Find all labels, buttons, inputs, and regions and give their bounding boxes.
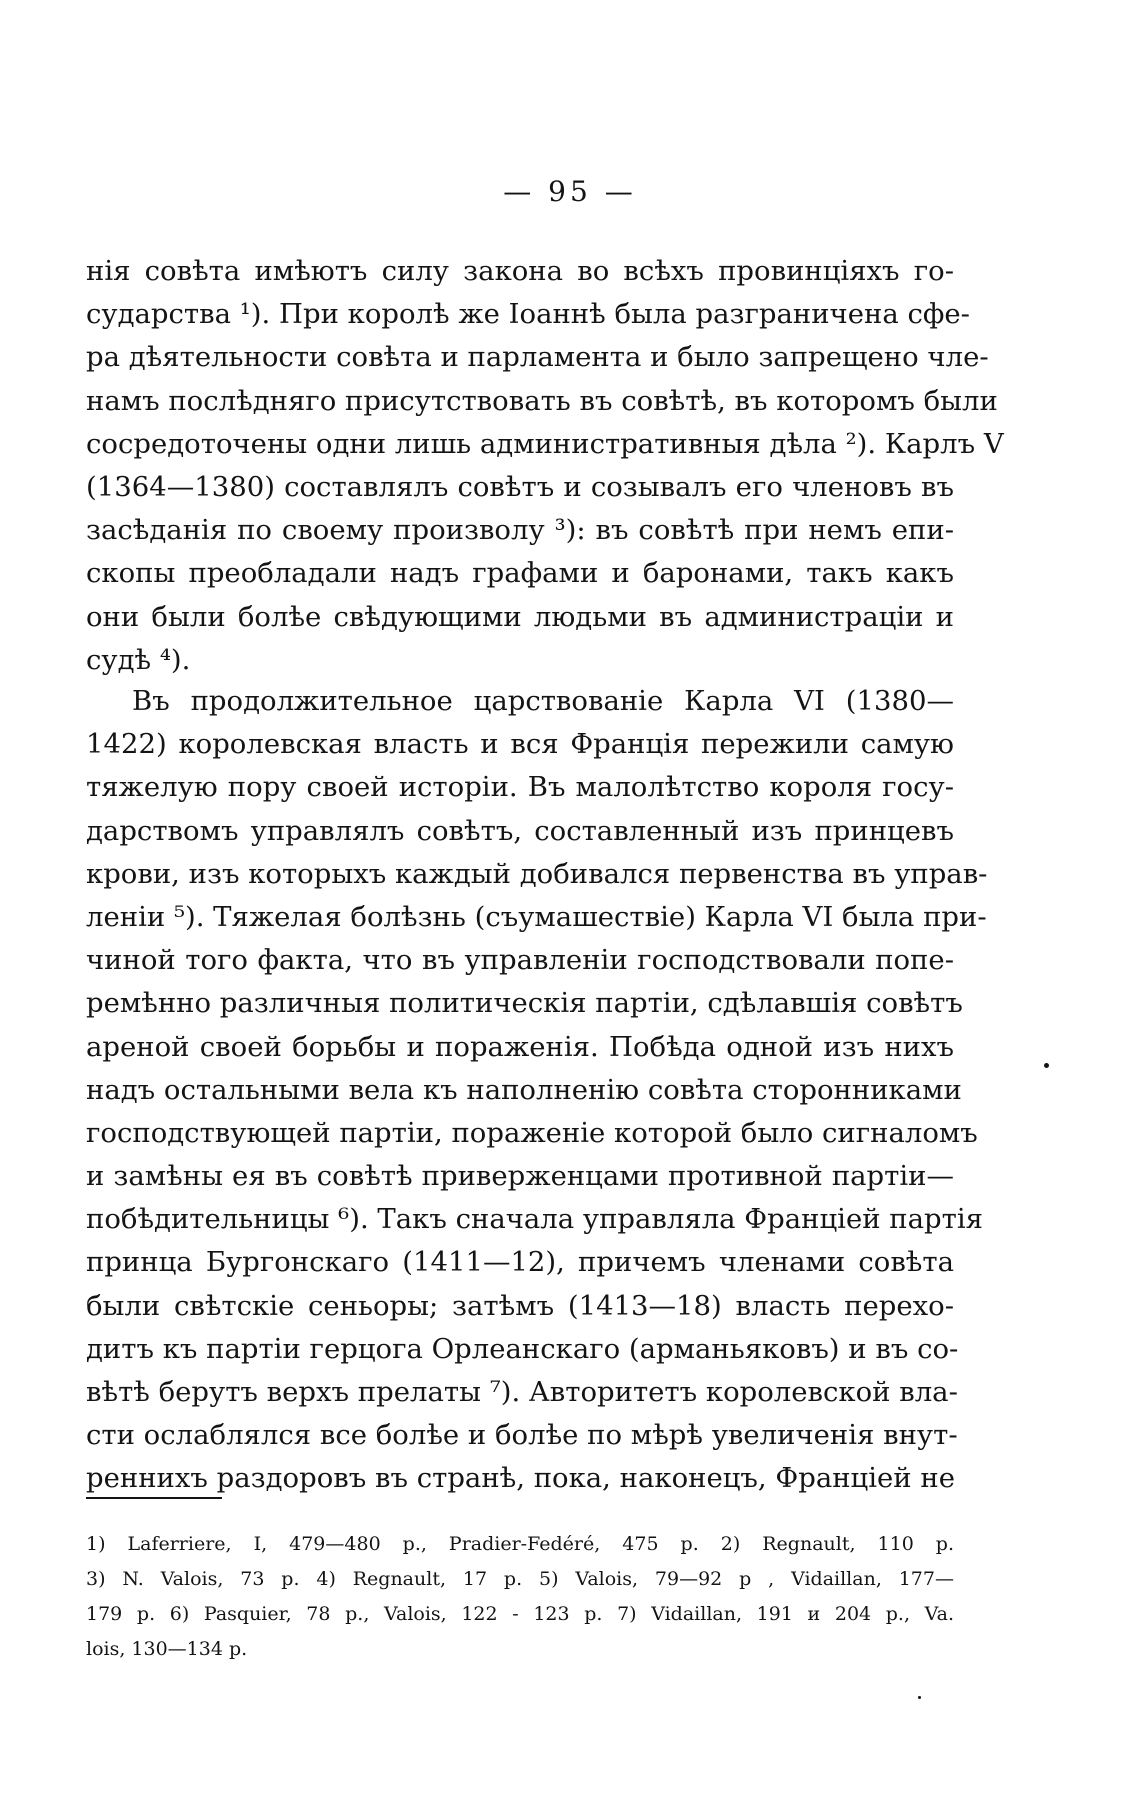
text-line: засѣданія по своему произволу ³): въ совѣтѣ при немъ епи- xyxy=(86,514,954,547)
text-line: скопы преобладали надъ графами и баронами, такъ какъ xyxy=(86,557,954,590)
text-line: они были болѣе свѣдующими людьми въ администраціи и xyxy=(86,600,954,633)
text-line: сударства ¹). При королѣ же Іоаннѣ была разграничена сфе- xyxy=(86,298,970,331)
text-line: реннихъ раздоровъ въ странѣ, пока, наконецъ, Франціей не xyxy=(86,1462,955,1495)
text-line: дарствомъ управлялъ совѣтъ, составленный изъ принцевъ xyxy=(86,814,954,847)
text-line: тяжелую пору своей исторіи. Въ малолѣтство короля госу- xyxy=(86,771,954,804)
text-line: ра дѣятельности совѣта и парламента и было запрещено чле- xyxy=(86,341,989,374)
text-line: побѣдительницы ⁶). Такъ сначала управляла Франціей партія xyxy=(86,1203,983,1236)
text-line: сти ослаблялся все болѣе и болѣе по мѣрѣ увеличенія внут- xyxy=(86,1419,958,1452)
ink-speck xyxy=(918,1696,921,1699)
paragraph-1 xyxy=(86,250,1004,682)
text-line: надъ остальными вела къ наполненію совѣта сторонниками xyxy=(86,1073,962,1106)
text-line: крови, изъ которыхъ каждый добивался первенства въ управ- xyxy=(86,857,988,890)
text-line: намъ послѣдняго присутствовать въ совѣтѣ, въ которомъ были xyxy=(86,384,998,417)
footnote-line: 1) Laferriere, I, 479—480 p., Pradier-Fedéré, 475 p. 2) Regnault, 110 p. xyxy=(86,1533,954,1555)
text-line: господствующей партіи, пораженіе которой было сигналомъ xyxy=(86,1116,978,1149)
text-line: были свѣтскіе сеньоры; затѣмъ (1413—18) власть перехо- xyxy=(86,1289,954,1322)
text-line: сосредоточены одни лишь административныя дѣла ²). Карлъ V xyxy=(86,427,1004,460)
footnote-line: 179 p. 6) Pasquier, 78 p., Valois, 122 - 123 p. 7) Vidaillan, 191 и 204 p., Va. xyxy=(86,1603,954,1625)
footnote-line: 3) N. Valois, 73 p. 4) Regnault, 17 p. 5) Valois, 79—92 p , Vidaillan, 177— xyxy=(86,1568,954,1590)
paragraph-2 xyxy=(86,680,988,1501)
text-line: нія совѣта имѣютъ силу закона во всѣхъ провинціяхъ го- xyxy=(86,255,954,287)
text-line: и замѣны ея въ совѣтѣ приверженцами противной партіи— xyxy=(86,1160,954,1193)
text-line: чиной того факта, что въ управленіи господствовали попе- xyxy=(86,944,954,977)
text-line: дитъ къ партіи герцога Орлеанскаго (арманьяковъ) и въ со- xyxy=(86,1332,959,1365)
footnote-line: lois, 130—134 p. xyxy=(86,1638,248,1660)
ink-speck xyxy=(1044,1063,1049,1068)
text-line: 1422) королевская власть и вся Франція пережили самую xyxy=(86,728,954,761)
footnote-divider xyxy=(86,1497,222,1499)
text-line: леніи ⁵). Тяжелая болѣзнь (съумашествіе) Карла VI была при- xyxy=(86,900,987,933)
text-line: Въ продолжительное царствованіе Карла VI (1380— xyxy=(132,685,954,717)
page-number: — 95 — xyxy=(503,175,637,208)
text-line: принца Бургонскаго (1411—12), причемъ членами совѣта xyxy=(86,1246,954,1279)
text-line: судѣ ⁴). xyxy=(86,643,191,676)
footnotes xyxy=(86,1527,954,1667)
text-line: вѣтѣ берутъ верхъ прелаты ⁷). Авторитетъ королевской вла- xyxy=(86,1376,958,1408)
text-line: (1364—1380) составлялъ совѣтъ и созывалъ его членовъ въ xyxy=(86,470,954,503)
text-line: ремѣнно различныя политическія партіи, сдѣлавшія совѣтъ xyxy=(86,987,963,1020)
text-line: ареной своей борьбы и пораженія. Побѣда одной изъ нихъ xyxy=(86,1030,954,1063)
